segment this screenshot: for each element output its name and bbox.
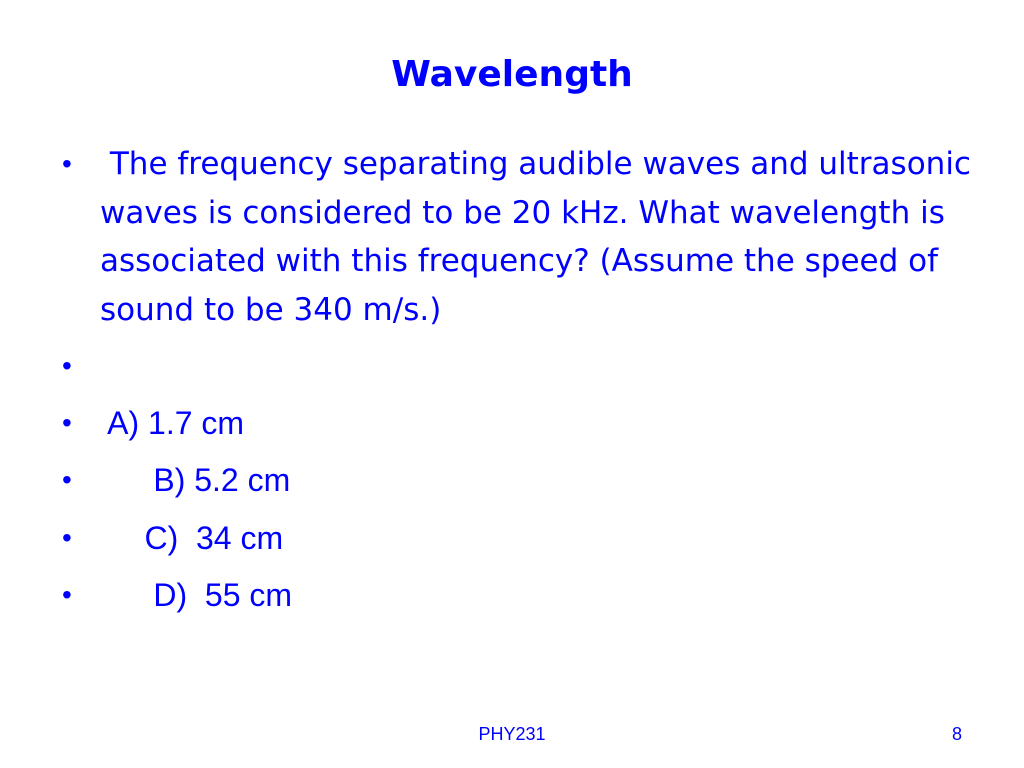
answer-text-b: B) 5.2 cm xyxy=(100,462,291,498)
answer-option-b xyxy=(58,456,978,506)
bullet-icon: • xyxy=(62,521,72,553)
bullet-icon: • xyxy=(62,148,72,179)
empty-bullet xyxy=(58,342,978,391)
answer-text-a: A) 1.7 cm xyxy=(100,404,245,441)
footer-page-number: 8 xyxy=(951,724,962,744)
answer-option-d xyxy=(58,571,978,621)
question-text: The frequency separating audible waves and ultrasonic waves is considered to be 20 kHz. What wavelength is associated with this frequency? (Assume the speed of sound to be 340 m/s.) xyxy=(100,146,981,328)
bullet-icon: • xyxy=(62,406,72,438)
answer-option-c xyxy=(58,514,978,564)
footer-course: PHY231 xyxy=(478,724,546,744)
bullet-icon: • xyxy=(62,464,72,495)
bullet-list xyxy=(58,140,981,621)
bullet-icon: • xyxy=(62,579,72,610)
answer-option-a xyxy=(58,399,978,449)
slide-title: Wavelength xyxy=(391,54,633,95)
answer-text-c: C) 34 cm xyxy=(100,519,284,556)
question-bullet xyxy=(58,140,981,334)
answer-text-d: D) 55 cm xyxy=(100,577,293,613)
bullet-icon: • xyxy=(62,350,72,381)
